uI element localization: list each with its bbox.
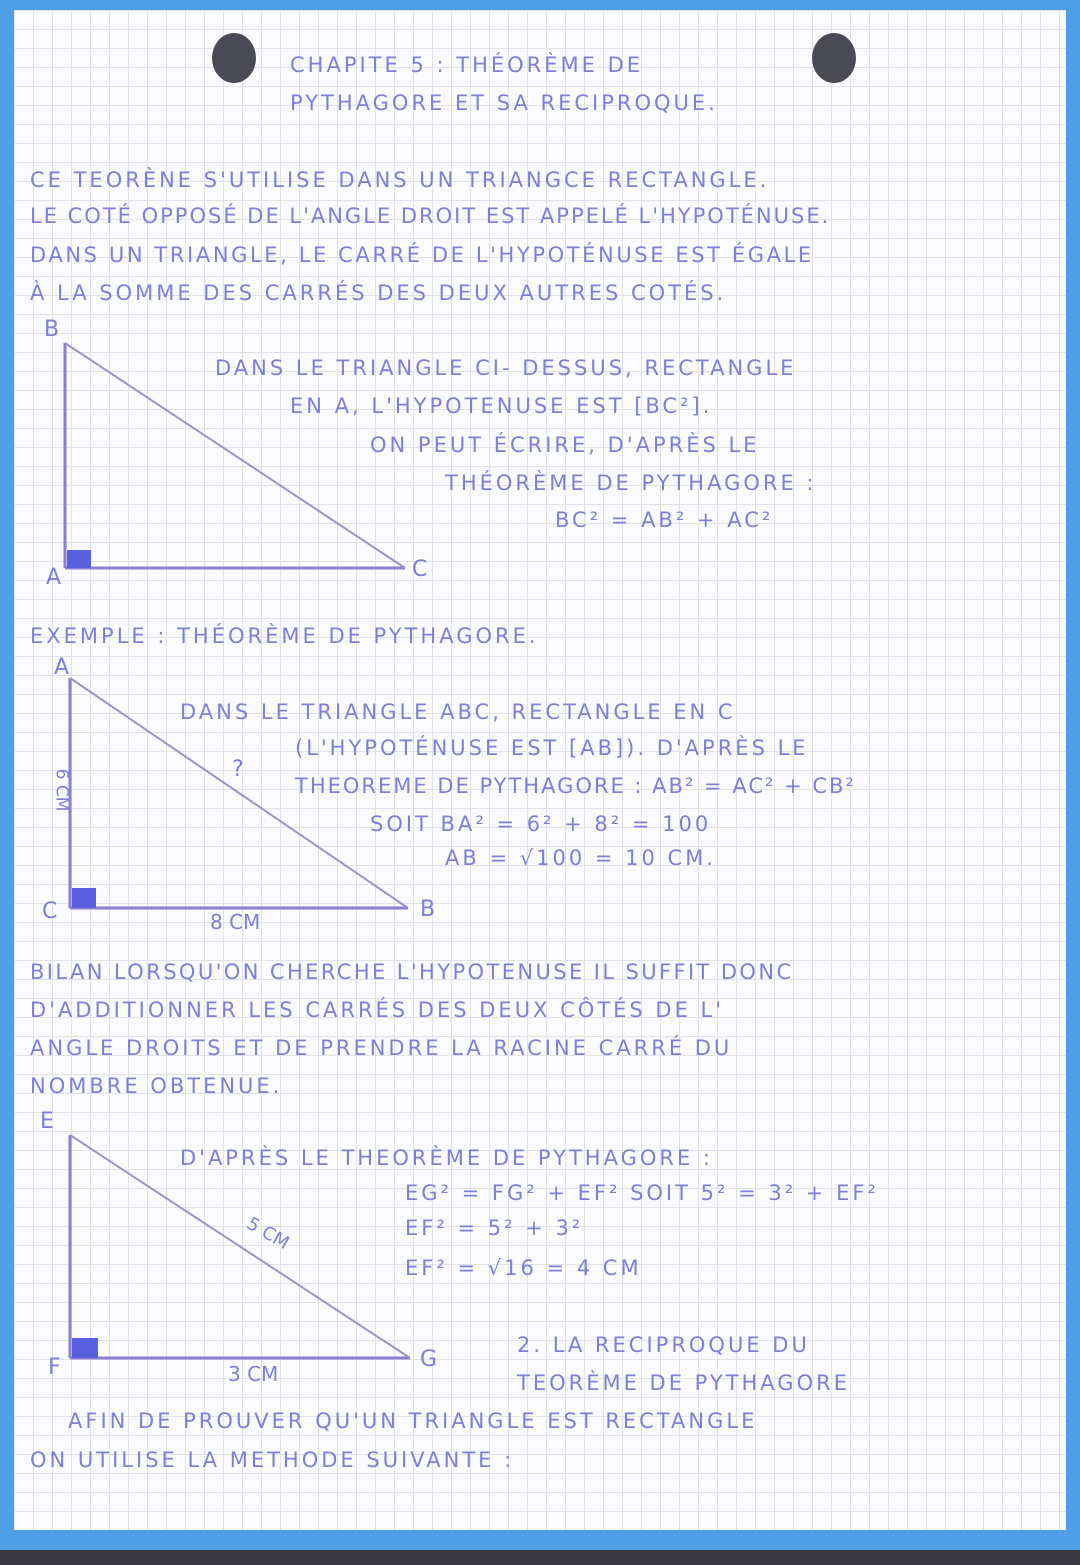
example-heading: EXEMPLE : THÉORÈME DE PYTHAGORE. <box>30 624 539 648</box>
vertex-a: A <box>46 565 62 590</box>
right-angle-marker <box>67 550 91 568</box>
section-2-heading-line2: TEORÈME DE PYTHAGORE <box>517 1371 850 1395</box>
hypotenuse-length: 5 CM <box>243 1213 293 1254</box>
figure1-formula: BC² = AB² + AC² <box>555 508 774 532</box>
intro-line: À LA SOMME DES CARRÉS DES DEUX AUTRES COTÉS. <box>30 281 727 305</box>
vertex-a: A <box>54 655 70 680</box>
vertex-b: B <box>420 897 436 922</box>
figure1-text: THÉORÈME DE PYTHAGORE : <box>445 471 817 495</box>
figure1-text: ON PEUT ÉCRIRE, D'APRÈS LE <box>370 433 760 457</box>
side-fg-length: 3 CM <box>228 1362 279 1386</box>
vertex-b: B <box>44 317 60 342</box>
right-angle-marker <box>72 1338 98 1358</box>
method-line: ON UTILISE LA METHODE SUIVANTE : <box>30 1448 515 1472</box>
figure2-text: AB = √100 = 10 CM. <box>445 846 716 870</box>
bilan-line: NOMBRE OBTENUE. <box>30 1074 283 1098</box>
side-cb-length: 8 CM <box>210 910 261 934</box>
figure1-text: DANS LE TRIANGLE CI- DESSUS, RECTANGLE <box>215 356 797 380</box>
figure2-text: THEOREME DE PYTHAGORE : AB² = AC² + CB² <box>295 774 856 798</box>
chapter-title-line2: PYTHAGORE ET SA RECIPROQUE. <box>290 91 718 115</box>
figure3-text: EG² = FG² + EF² SOIT 5² = 3² + EF² <box>405 1181 879 1205</box>
intro-line: DANS UN TRIANGLE, LE CARRÉ DE L'HYPOTÉNUSE EST ÉGALE <box>30 243 814 267</box>
figure3-text: D'APRÈS LE THEORÈME DE PYTHAGORE : <box>180 1146 713 1170</box>
figure2-text: DANS LE TRIANGLE ABC, RECTANGLE EN C <box>180 700 736 724</box>
figure2-text: SOIT BA² = 6² + 8² = 100 <box>370 812 712 836</box>
hypotenuse-unknown: ? <box>232 757 244 782</box>
vertex-g: G <box>420 1347 438 1372</box>
bilan-line: BILAN LORSQU'ON CHERCHE L'HYPOTENUSE IL SUFFIT DONC <box>30 960 794 984</box>
intro-line: CE TEORÈNE S'UTILISE DANS UN TRIANGCE RECTANGLE. <box>30 168 770 192</box>
bilan-line: D'ADDITIONNER LES CARRÉS DES DEUX CÔTÉS DE L' <box>30 998 725 1022</box>
figure3-text: EF² = 5² + 3² <box>405 1216 584 1240</box>
method-line: AFIN DE PROUVER QU'UN TRIANGLE EST RECTANGLE <box>68 1409 758 1433</box>
figure2-text: (L'HYPOTÉNUSE EST [AB]). D'APRÈS LE <box>295 736 809 760</box>
figure3-text: EF² = √16 = 4 CM <box>405 1256 642 1280</box>
vertex-e: E <box>40 1109 54 1134</box>
right-angle-marker <box>72 888 96 908</box>
vertex-f: F <box>48 1355 61 1380</box>
vertex-c: C <box>42 899 58 924</box>
figure1-text: EN A, L'HYPOTENUSE EST [BC²]. <box>290 394 713 418</box>
chapter-title: CHAPITE 5 : THÉORÈME DE <box>290 53 644 77</box>
side-ac-length: 6 CM <box>51 768 72 812</box>
section-2-heading: 2. LA RECIPROQUE DU <box>517 1333 810 1357</box>
intro-line: LE COTÉ OPPOSÉ DE L'ANGLE DROIT EST APPELÉ L'HYPOTÉNUSE. <box>30 204 831 228</box>
bilan-line: ANGLE DROITS ET DE PRENDRE LA RACINE CARRÉ DU <box>30 1036 733 1060</box>
vertex-c: C <box>412 557 428 582</box>
